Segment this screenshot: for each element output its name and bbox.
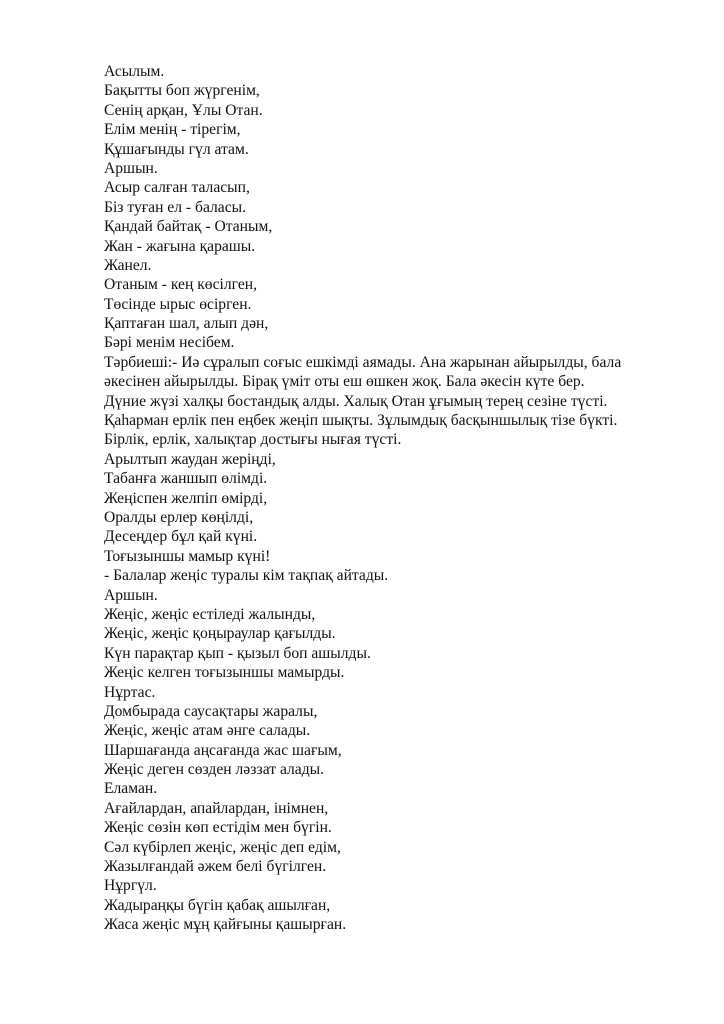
text-line: Нұртас. (104, 683, 156, 701)
text-line: Бақытты боп жүргенім, (104, 82, 260, 100)
text-line: Аршын. (104, 586, 158, 604)
text-line: Жеңіс деген сөзден ләззат алады. (104, 761, 325, 779)
text-line: Арылтып жаудан жеріңді, (104, 450, 276, 468)
text-line: Жеңіс, жеңіс қоңыраулар қағылды. (104, 625, 336, 643)
text-line: Жеңіс келген тоғызыншы мамырды. (104, 664, 345, 682)
text-line: Тәрбиеші:- Иә сұралып соғыс ешкімді аямады. Ана жарынан айырылды, бала (104, 353, 622, 371)
text-line: Сенің арқан, Ұлы Отан. (104, 101, 263, 119)
text-line: Қаптаған шал, алып дән, (104, 315, 269, 333)
text-line: Еламан. (104, 780, 158, 798)
text-line: Жеңіс сөзін көп естідім мен бүгін. (104, 819, 332, 837)
text-line: Асылым. (104, 63, 165, 80)
text-line: Сәл күбірлеп жеңіс, жеңіс деп едім, (104, 838, 341, 856)
text-line: Дүние жүзі халқы бостандық алды. Халық Отан ұғымың терең сезіне түсті. (104, 392, 608, 410)
text-line: - Балалар жеңіс туралы кім тақпақ айтады. (104, 567, 389, 585)
text-line: Оралды ерлер көңілді, (104, 508, 254, 526)
text-line: Төсінде ырыс өсірген. (104, 295, 252, 313)
text-line: Жазылғандай әжем белі бүгілген. (104, 858, 327, 876)
text-line: Елім менің - тірегім, (104, 121, 241, 139)
text-line: Жеңіспен желпіп өмірді, (104, 489, 268, 507)
text-line: Бәрі менім несібем. (104, 334, 235, 352)
text-line: Құшағынды гүл атам. (104, 140, 249, 158)
text-line: Домбырада саусақтары жаралы, (104, 702, 318, 720)
document-text (104, 62, 694, 935)
text-line: Жаса жеңіс мұң қайғыны қашырған. (104, 916, 347, 934)
text-line: Асыр салған таласып, (104, 179, 250, 197)
text-line: әкесінен айырылды. Бірақ үміт оты еш өшкен жоқ. Бала әкесін күте бер. (104, 373, 585, 391)
text-line: Нұргүл. (104, 877, 157, 895)
text-line: Бірлік, ерлік, халықтар достығы нығая түсті. (104, 431, 402, 449)
text-line: Жадыраңқы бүгін қабақ ашылған, (104, 896, 331, 914)
text-line: Табанға жаншып өлімді. (104, 470, 268, 488)
text-line: Қаһарман ерлік пен еңбек жеңіп шықты. Зұлымдық басқыншылық тізе бүкті. (104, 412, 618, 430)
text-line: Қандай байтақ - Отаным, (104, 218, 273, 236)
text-line: Тоғызыншы мамыр күні! (104, 547, 271, 565)
text-line: Шаршағанда аңсағанда жас шағым, (104, 741, 342, 759)
text-line: Ағайлардан, апайлардан, інімнен, (104, 799, 329, 817)
text-line: Біз туған ел - баласы. (104, 198, 246, 216)
text-line: Десеңдер бұл қай күні. (104, 528, 258, 546)
text-line: Жеңіс, жеңіс атам әнге салады. (104, 722, 311, 740)
text-line: Аршын. (104, 159, 158, 177)
text-line: Жан - жағына қарашы. (104, 237, 256, 255)
text-line: Жеңіс, жеңіс естіледі жалынды, (104, 605, 316, 623)
text-line: Отаным - кең көсілген, (104, 276, 257, 294)
text-line: Жанел. (104, 256, 152, 274)
text-line: Күн парақтар қып - қызыл боп ашылды. (104, 644, 371, 662)
